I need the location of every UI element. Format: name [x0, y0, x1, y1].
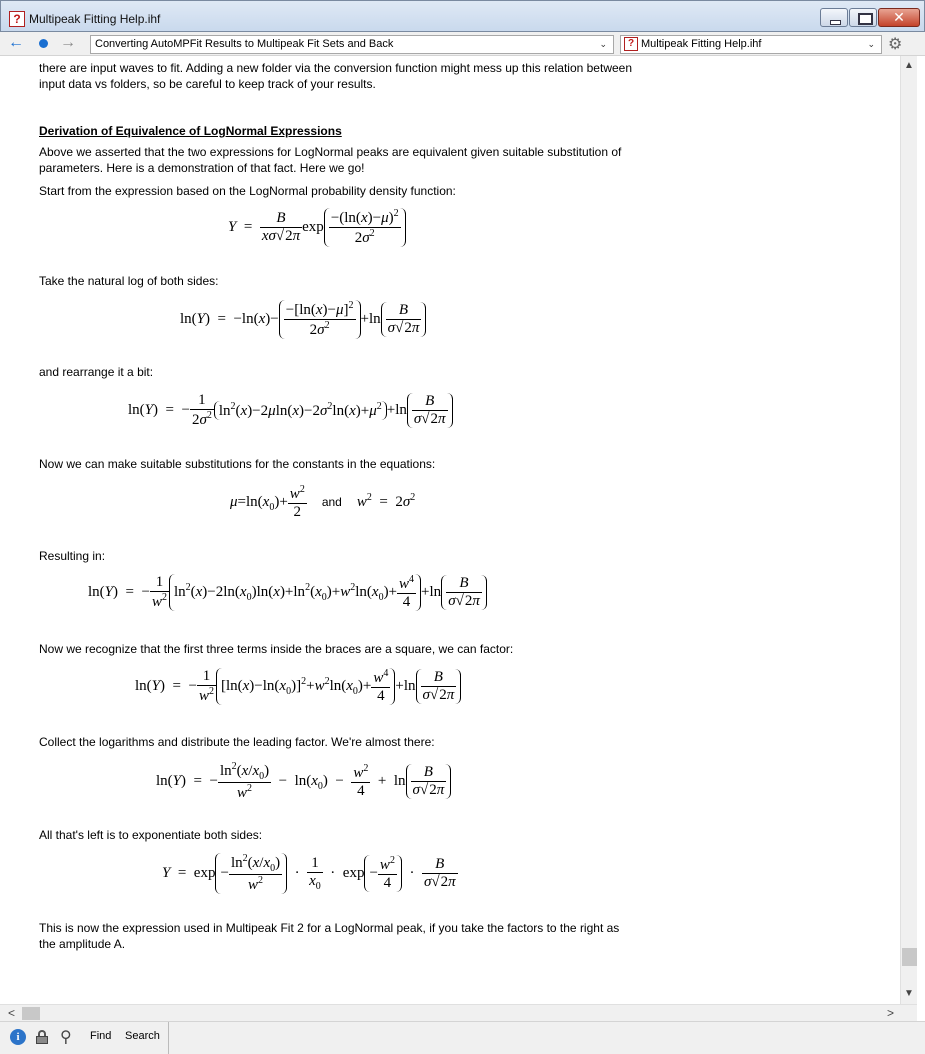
search-button[interactable]: Search: [125, 1030, 160, 1042]
close-button[interactable]: [878, 8, 920, 27]
home-dot-icon[interactable]: [39, 39, 48, 48]
help-content: [0, 56, 900, 1004]
paragraph: Now we recognize that the first three terms inside the braces are a square, we can factor:: [39, 642, 514, 656]
vertical-scrollbar[interactable]: [900, 56, 917, 1004]
paragraph: This is now the expression used in Multipeak Fit 2 for a LogNormal peak, if you take the factors to the right as the amplitude A.: [39, 921, 620, 951]
find-button[interactable]: Find: [90, 1030, 112, 1042]
paragraph: Resulting in:: [39, 549, 106, 563]
help-file-dropdown-value: Multipeak Fitting Help.ihf: [641, 38, 762, 50]
and-word: and: [321, 494, 342, 509]
vertical-scroll-thumb[interactable]: [902, 948, 917, 966]
equation-rearranged: ln(Y) = − $\frac{1}{2\sigma^2}$ $\ln^2(x)-2\mu\ln(x)-2\sigma^2\ln(x)+\mu^2 +\ln$ $\frac{B}{\sigma√2\pi}$: [128, 392, 453, 429]
navigation-toolbar: [0, 32, 925, 56]
topic-dropdown-value: Converting AutoMPFit Results to Multipeak Fit Sets and Back: [95, 38, 394, 50]
paragraph: Above we asserted that the two expressions for LogNormal peaks are equivalent given suitable substitution of parameters. Here is a demonstration of that fact. Here we go!: [39, 145, 622, 175]
back-arrow-icon[interactable]: ←: [8, 34, 24, 51]
scroll-down-icon[interactable]: ▼: [904, 988, 914, 999]
equation-resulting: ln(Y) = − $\frac{1}{w^2}$ $\ln^2(x)-2\ln(x_0)\ln(x)+\ln^2(x_0)+w^2\ln(x_0)+$ $\frac{w^4}{4}$ +ln $\frac{B}{\sigma√2\pi}$: [88, 574, 487, 611]
gear-icon[interactable]: ⚙: [888, 36, 903, 53]
forward-arrow-icon[interactable]: →: [60, 34, 76, 51]
equation-substitutions: $\mu=\ln(x_0)+$ $\frac{w^2}{2}$ and $w^2 = 2\sigma^2$: [230, 484, 416, 520]
paragraph: Take the natural log of both sides:: [39, 274, 219, 288]
equation-exponentiated: Y = exp − $\frac{\ln^2(x/x_0)}{w^2}$ · $\frac{1}{x_0}$ · exp − $\frac{w^2}{4}$ · $\frac{B}{\sigma√2\pi}$: [162, 853, 456, 893]
paragraph: All that's left is to exponentiate both sides:: [39, 828, 263, 842]
equation-factored: ln(Y) = − $\frac{1}{w^2}$ $[\ln(x)-\ln(x_0)]^2+w^2\ln(x_0)+$ $\frac{w^4}{4}$ +ln $\frac{B}{\sigma√2\pi}$: [135, 668, 461, 705]
chevron-down-icon: ⌄: [599, 39, 607, 49]
help-file-dropdown[interactable]: [620, 35, 882, 54]
paragraph: there are input waves to fit. Adding a new folder via the conversion function might mess up this relation between input data vs folders, so be careful to keep track of your results.: [39, 61, 633, 91]
help-file-icon: ?: [9, 11, 25, 27]
info-icon[interactable]: i: [10, 1029, 26, 1045]
minimize-button[interactable]: [820, 8, 848, 27]
paragraph: Collect the logarithms and distribute the leading factor. We're almost there:: [39, 735, 435, 749]
equation-log-both-sides: ln(Y) = −ln(x)− $\frac{-[\ln(x)-\mu]^2}{2\sigma^2}$ +ln $\frac{B}{\sigma√2\pi}$: [180, 300, 426, 339]
divider: [168, 1022, 169, 1054]
paragraph: Now we can make suitable substitutions for the constants in the equations:: [39, 457, 436, 471]
help-file-icon: ?: [624, 37, 638, 51]
paragraph: Start from the expression based on the LogNormal probability density function:: [39, 184, 456, 198]
equation-logarithms-collected: ln(Y) = − $\frac{\ln^2(x/x_0)}{w^2}$ − $\ln(x_0)$ − $\frac{w^2}{4}$ + ln $\frac{B}{\sigma√2\pi}$: [156, 761, 451, 802]
lock-icon[interactable]: [36, 1030, 48, 1044]
paragraph: and rearrange it a bit:: [39, 365, 154, 379]
status-bar: [0, 1021, 925, 1054]
horizontal-scrollbar[interactable]: [0, 1004, 917, 1021]
scroll-left-icon[interactable]: <: [8, 1006, 16, 1020]
title-bar: [0, 0, 925, 32]
window-title: Multipeak Fitting Help.ihf: [29, 12, 161, 26]
close-icon: ✕: [893, 9, 905, 25]
scroll-up-icon[interactable]: ▲: [904, 60, 914, 71]
magnifier-icon[interactable]: ⚲: [60, 1029, 72, 1046]
maximize-button[interactable]: [849, 8, 877, 27]
section-heading: Derivation of Equivalence of LogNormal Expressions: [39, 124, 342, 138]
chevron-down-icon: ⌄: [867, 39, 875, 49]
topic-dropdown[interactable]: [90, 35, 614, 54]
equation-lognormal-pdf: Y = $\frac{B}{x\sigma√2\pi}$ exp $\frac{-(\ln(x)-\mu)^2}{2\sigma^2}$: [228, 208, 406, 247]
horizontal-scroll-thumb[interactable]: [22, 1007, 40, 1020]
scroll-right-icon[interactable]: >: [887, 1006, 895, 1020]
